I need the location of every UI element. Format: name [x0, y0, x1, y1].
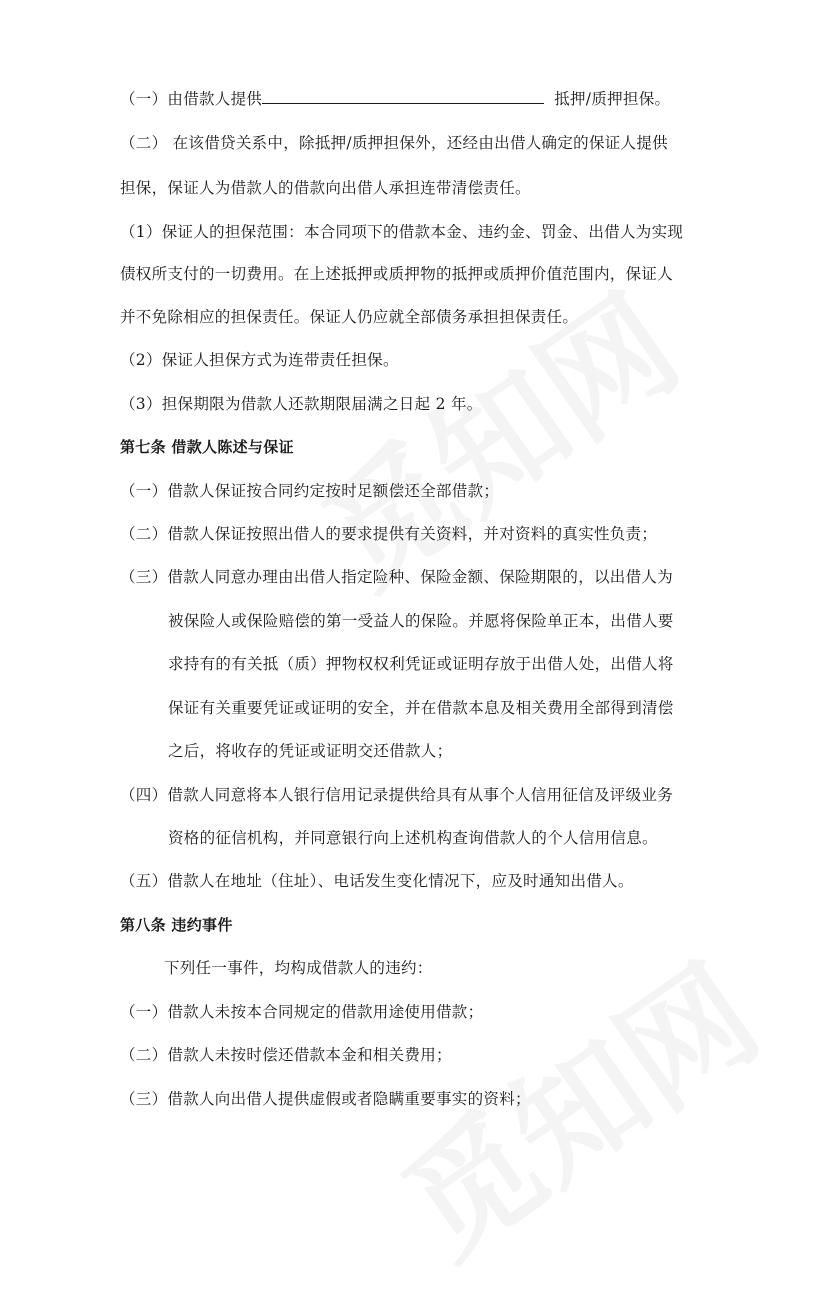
clause-line: 之后，将收存的凭证或证明交还借款人； [168, 742, 453, 760]
clause-line: （一）借款人保证按合同约定按时足额偿还全部借款； [120, 482, 500, 500]
clause-line: 求持有的有关抵（质）押物权权利凭证或证明存放于出借人处，出借人将 [168, 655, 674, 673]
section-heading: 第八条 违约事件 [120, 916, 233, 934]
clause-line: 并不免除相应的担保责任。保证人仍应就全部债务承担担保责任。 [120, 308, 579, 326]
clause-line: 下列任一事件，均构成借款人的违约： [164, 959, 433, 977]
clause-line: （三）借款人同意办理由出借人指定险种、保险金额、保险期限的，以出借人为 [120, 568, 674, 586]
clause-line: （二）借款人保证按照出借人的要求提供有关资料，并对资料的真实性负责； [120, 525, 658, 543]
clause-line: （1）保证人的担保范围：本合同项下的借款本金、违约金、罚金、出借人为实现 [120, 223, 684, 241]
clause-line: （二）借款人未按时偿还借款本金和相关费用； [120, 1046, 452, 1064]
clause-line: 被保险人或保险赔偿的第一受益人的保险。并愿将保险单正本，出借人要 [168, 612, 674, 630]
clause-line: （3）担保期限为借款人还款期限届满之日起 2 年。 [120, 395, 483, 413]
clause-line: 债权所支付的一切费用。在上述抵押或质押物的抵押或质押价值范围内，保证人 [120, 265, 674, 283]
clause-line: （一）由借款人提供 抵押/质押担保。 [120, 90, 671, 108]
section-heading: 第七条 借款人陈述与保证 [120, 438, 294, 456]
clause-line: （三）借款人向出借人提供虚假或者隐瞒重要事实的资料； [120, 1090, 531, 1108]
clause-line: （一）借款人未按本合同规定的借款用途使用借款； [120, 1003, 484, 1021]
watermark [282, 245, 709, 622]
clause-line: （二） 在该借贷关系中，除抵押/质押担保外，还经由出借人确定的保证人提供 [120, 134, 668, 152]
clause-line: （五）借款人在地址（住址）、电话发生变化情况下，应及时通知出借人。 [120, 872, 634, 890]
clause-line: 保证有关重要凭证或证明的安全，并在借款本息及相关费用全部得到清偿 [168, 699, 674, 717]
clause-line: 资格的征信机构，并同意银行向上述机构查询借款人的个人信用信息。 [168, 829, 658, 847]
fill-in-blank [262, 88, 544, 104]
clause-line: 担保，保证人为借款人的借款向出借人承担连带清偿责任。 [120, 179, 531, 197]
clause-line: （四）借款人同意将本人银行信用记录提供给具有从事个人信用征信及评级业务 [120, 786, 674, 804]
clause-line: （2）保证人担保方式为连带责任担保。 [120, 351, 399, 369]
